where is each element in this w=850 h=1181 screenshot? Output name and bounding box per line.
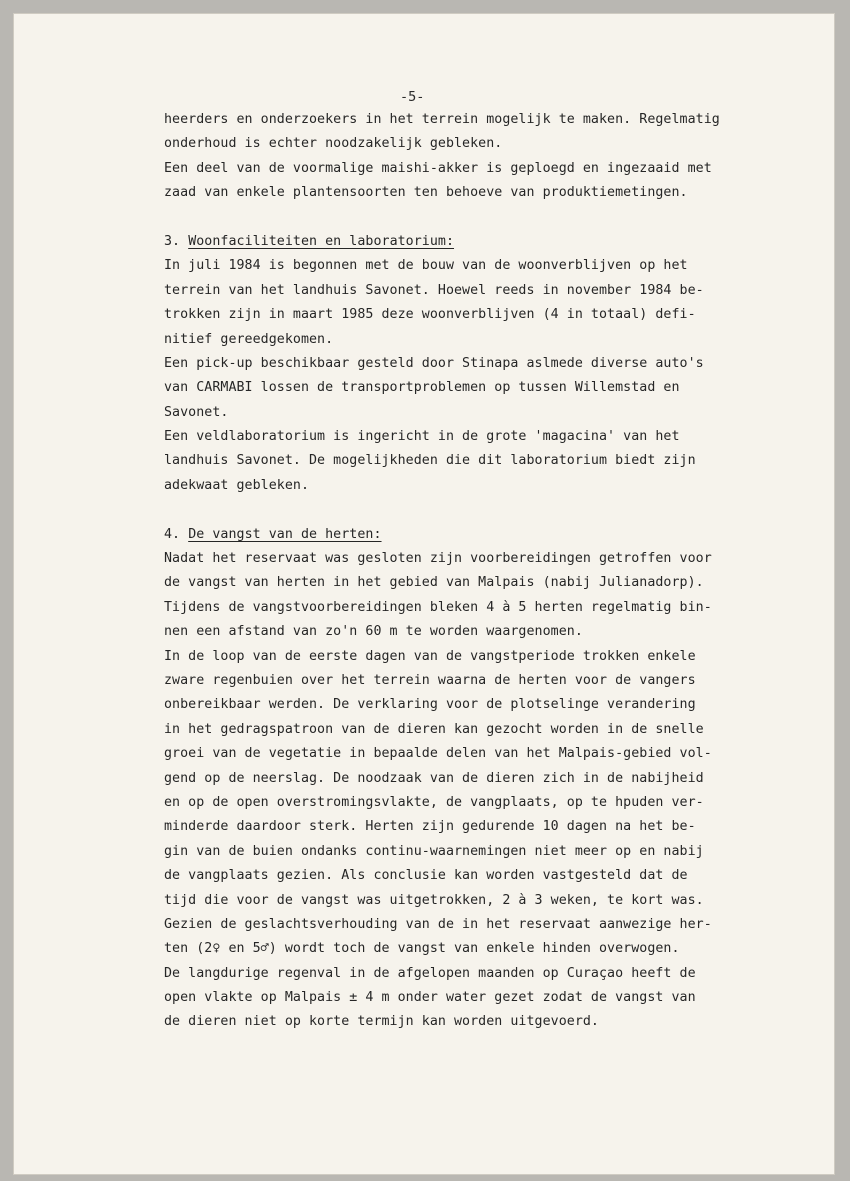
section-4-line: gend op de neerslag. De noodzaak van de dieren zich in de nabijheid: [164, 770, 704, 786]
section-4-line: onbereikbaar werden. De verklaring voor de plotselinge verandering: [164, 697, 696, 713]
section-3-line: Een veldlaboratorium is ingericht in de grote 'magacina' van het: [164, 429, 680, 445]
section-4-line: Nadat het reservaat was gesloten zijn voorbereidingen getroffen voor: [164, 551, 712, 567]
section-4-line: De langdurige regenval in de afgelopen maanden op Curaçao heeft de: [164, 965, 696, 981]
section-4-line: de vangst van herten in het gebied van Malpais (nabij Julianadorp).: [164, 575, 704, 591]
section-4-line: Gezien de geslachtsverhouding van de in het reservaat aanwezige her-: [164, 916, 712, 932]
section-4-line: In de loop van de eerste dagen van de vangstperiode trokken enkele: [164, 648, 696, 664]
section-3-number: 3.: [164, 233, 181, 249]
section-3-line: Savonet.: [164, 404, 229, 420]
paragraph-line: heerders en onderzoekers in het terrein mogelijk te maken. Regelmatig: [164, 112, 720, 127]
paragraph-line: zaad van enkele plantensoorten ten behoeve van produktiemetingen.: [164, 185, 688, 201]
paragraph-line: Een deel van de voormalige maishi-akker is geploegd en ingezaaid met: [164, 160, 712, 176]
section-4-line: nen een afstand van zo'n 60 m te worden waargenomen.: [164, 624, 583, 640]
section-3-line: adekwaat gebleken.: [164, 477, 309, 493]
section-4-line: groei van de vegetatie in bepaalde delen van het Malpais-gebied vol-: [164, 746, 712, 762]
section-4-line: ten (2♀ en 5♂) wordt toch de vangst van enkele hinden overwogen.: [164, 941, 680, 957]
section-3-line: van CARMABI lossen de transportproblemen op tussen Willemstad en: [164, 380, 680, 396]
section-4-line: tijd die voor de vangst was uitgetrokken, 2 à 3 weken, te kort was.: [164, 892, 704, 908]
section-4-line: de vangplaats gezien. Als conclusie kan worden vastgesteld dat de: [164, 868, 688, 884]
section-4-title: De vangst van de herten:: [188, 526, 382, 542]
section-4-line: Tijdens de vangstvoorbereidingen bleken 4 à 5 herten regelmatig bin-: [164, 599, 712, 615]
section-4-line: open vlakte op Malpais ± 4 m onder water gezet zodat de vangst van: [164, 990, 696, 1006]
section-4-line: zware regenbuien over het terrein waarna de herten voor de vangers: [164, 672, 696, 688]
section-3-line: trokken zijn in maart 1985 deze woonverblijven (4 in totaal) defi-: [164, 307, 696, 323]
section-3-line: landhuis Savonet. De mogelijkheden die dit laboratorium biedt zijn: [164, 453, 696, 469]
section-4-line: en op de open overstromingsvlakte, de vangplaats, op te hpuden ver-: [164, 794, 704, 810]
section-4-line: de dieren niet op korte termijn kan worden uitgevoerd.: [164, 1014, 599, 1030]
section-4-line: gin van de buien ondanks continu-waarnemingen niet meer op en nabij: [164, 843, 704, 859]
section-4-line: in het gedragspatroon van de dieren kan gezocht worden in de snelle: [164, 721, 704, 737]
section-4-heading: [164, 523, 784, 547]
section-4-line: minderde daardoor sterk. Herten zijn gedurende 10 dagen na het be-: [164, 819, 696, 835]
section-3-line: Een pick-up beschikbaar gesteld door Stinapa aslmede diverse auto's: [164, 355, 704, 371]
document-body: [164, 108, 784, 1035]
paragraph-gap: [164, 498, 784, 522]
section-4-number: 4.: [164, 526, 181, 542]
section-3-line: In juli 1984 is begonnen met de bouw van de woonverblijven op het: [164, 258, 688, 274]
paragraph-line: onderhoud is echter noodzakelijk gebleken.: [164, 136, 503, 152]
section-3-line: nitief gereedgekomen.: [164, 331, 334, 347]
section-3-line: terrein van het landhuis Savonet. Hoewel reeds in november 1984 be-: [164, 282, 704, 298]
paragraph-gap: [164, 206, 784, 230]
section-3-heading: [164, 230, 784, 254]
document-page: [14, 14, 834, 1174]
page-number: -5-: [400, 89, 425, 105]
section-3-title: Woonfaciliteiten en laboratorium:: [188, 233, 455, 249]
